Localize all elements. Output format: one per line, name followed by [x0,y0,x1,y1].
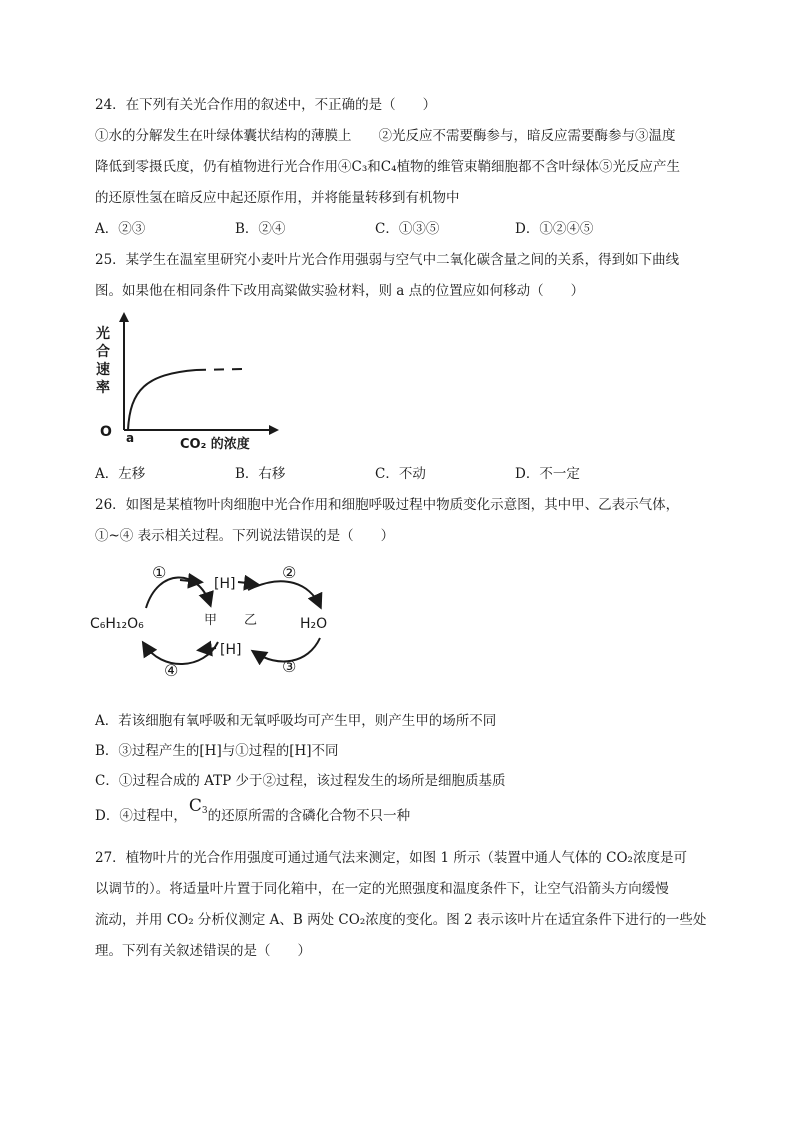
q25-stem-line-1: 25．某学生在温室里研究小麦叶片光合作用强弱与空气中二氧化碳含量之间的关系，得到如下曲线 [95,252,680,268]
q27-stem-line-2: 以调节的）。将适量叶片置于同化箱中，在一定的光照强度和温度条件下，让空气沿箭头方向缓慢 [95,881,669,897]
q26-option-d-suffix: 的还原所需的含磷化合物不只一种 [207,808,411,824]
process-1-number: ① [152,563,167,582]
c3-symbol: $C_3$ [188,796,208,816]
q26-stem-line-1: 26．如图是某植物叶肉细胞中光合作用和细胞呼吸过程中物质变化示意图，其中甲、乙表示气体， [95,497,680,513]
y-axis-arrow [119,312,129,322]
curve-dashed-continuation [196,369,243,370]
y-label-char-1: 光 [96,326,110,342]
q25-stem-line-2: 图。如果他在相同条件下改用高粱做实验材料，则 a 点的位置应如何移动（ ） [95,283,585,299]
water-label: H₂O [300,616,328,632]
gas-jia-label: 甲 [204,613,218,628]
q24-option-a: A．②③ [95,221,146,237]
q25-option-a: A．左移 [95,466,146,482]
q25-option-c: C．不动 [375,466,426,482]
arrow-process-2-from-h [238,582,256,584]
process-3-number: ③ [282,657,297,676]
top-h-label: [H] [214,576,236,592]
q26-option-d [95,796,411,829]
q24-body-line-1: ①水的分解发生在叶绿体囊状结构的薄膜上 ②光反应不需要酶参与，暗反应需要酶参与③温度 [95,128,676,144]
q24-body-line-3: 的还原性氢在暗反应中起还原作用，并将能量转移到有机物中 [95,190,460,206]
q25-option-d: D．不一定 [515,466,580,482]
arrow-process-2 [248,581,320,606]
saturation-curve [128,370,196,430]
q27-stem-line-3: 流动，并用 CO₂ 分析仪测定 A、B 两处 CO₂浓度的变化。图 2 表示该叶片在适宜条件下进行的一些处 [95,912,707,928]
y-label-char-4: 率 [96,380,110,396]
x-axis-label: CO₂ 的浓度 [180,437,250,452]
q27-stem-line-1: 27．植物叶片的光合作用强度可通过通气法来测定，如图 1 所示（装置中通人气体的 CO₂浓度是可 [95,850,687,866]
q27-stem-line-4: 理。下列有关叙述错误的是（ ） [95,943,311,959]
q26-option-d-prefix: D．④过程中， [95,808,187,824]
arrow-process-1 [146,577,210,608]
gas-yi-label: 乙 [244,613,258,628]
process-2-number: ② [282,563,297,582]
point-a-label: a [126,431,135,445]
glucose-label: C₆H₁₂O₆ [90,616,144,632]
y-label-char-2: 合 [96,344,110,360]
q26-option-a: A．若该细胞有氧呼吸和无氧呼吸均可产生甲，则产生甲的场所不同 [95,713,497,729]
origin-label: O [100,424,112,440]
q26-process-diagram [88,560,353,685]
q24-stem: 24．在下列有关光合作用的叙述中，不正确的是（ ） [95,97,437,113]
q25-option-b: B．右移 [235,466,286,482]
q26-stem-line-2: ①~④ 表示相关过程。下列说法错误的是（ ） [95,528,395,544]
q26-option-c: C．①过程合成的 ATP 少于②过程，该过程发生的场所是细胞质基质 [95,773,506,789]
x-axis-arrow [269,425,279,435]
y-label-char-3: 速 [96,362,110,378]
process-4-number: ④ [164,661,179,680]
q25-curve-figure [88,310,288,455]
q24-option-b: B．②④ [235,221,286,237]
arrow-process-4 [144,642,218,664]
q24-body-line-2: 降低到零摄氏度，仍有植物进行光合作用④C₃和C₄植物的维管束鞘细胞都不含叶绿体⑤光反应产生 [95,159,680,175]
q24-option-d: D．①②④⑤ [515,221,594,237]
arrow-process-1-to-h [180,580,200,582]
q26-option-b: B．③过程产生的[H]与①过程的[H]不同 [95,743,339,759]
bottom-h-label: [H] [220,642,242,658]
q24-option-c: C．①③⑤ [375,221,440,237]
